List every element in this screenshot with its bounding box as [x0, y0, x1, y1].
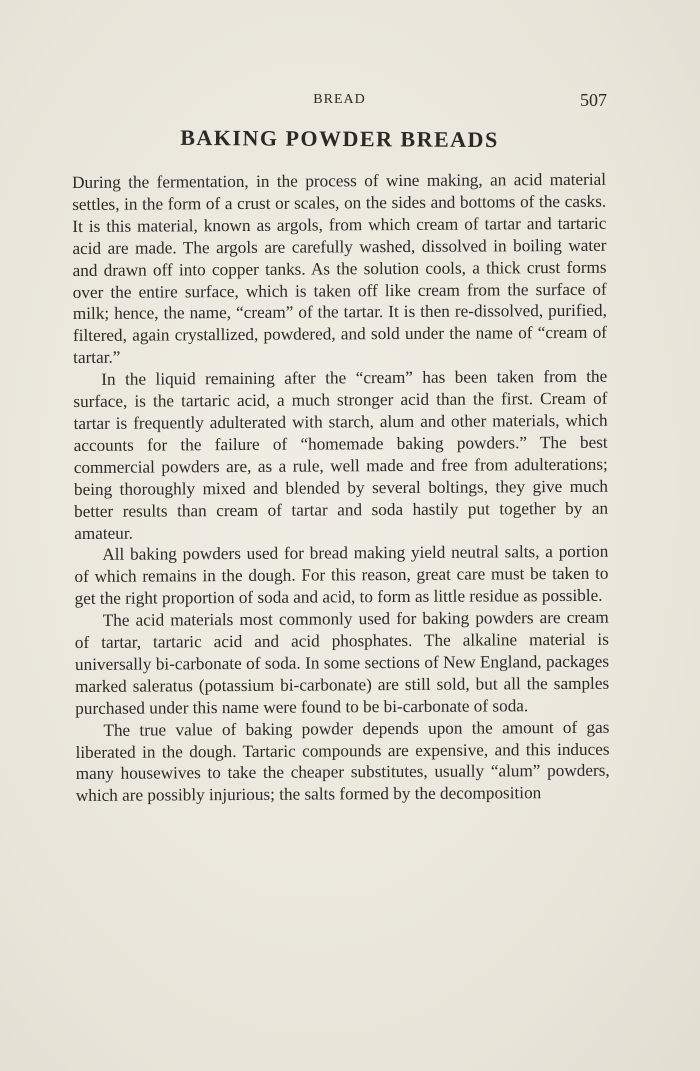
running-title: BREAD — [313, 92, 366, 107]
running-head — [72, 92, 607, 116]
page-number: 507 — [580, 90, 607, 110]
chapter-title: BAKING POWDER BREADS — [180, 124, 499, 153]
paragraph: The acid materials most commonly used for baking powders are cream of tartar, tartaric acid and acid phosphates. The alkaline material is universally bi-carbonate of soda. In some sections of New England, packages marked saleratus (potassium bi-carbonate) are still sold, but all the samples purchased under this name were found to be bi-carbonate of soda. — [74, 607, 610, 718]
paragraph: The true value of baking powder depends upon the amount of gas liberated in the dough. Tartaric compounds are expensive, and this induces many housewives to take the cheaper substitutes, usually “alum” powders, which are possibly injurious; the salts formed by the decomposition — [75, 717, 610, 806]
paragraph: In the liquid remaining after the “cream” has been taken from the surface, is the tartaric acid, a much stronger acid than the first. Cream of tartar is frequently adulterated with starch, alum and other materials, which accounts for the failure of “homemade baking powders.” The best commercial powders are, as a rule, well made and free from adulterations; being thoroughly mixed and blended by several boltings, they give much better results than cream of tartar and soda hastily put together by an amateur. — [73, 366, 609, 543]
paragraph: During the fermentation, in the process of wine making, an acid material settles, in the form of a crust or scales, on the sides and bottoms of the casks. It is this material, known as argols, from which cream of tartar and tartaric acid are made. The argols are carefully washed, dissolved in boiling water and drawn off into copper tanks. As the solution cools, a thick crust forms over the entire surface, which is taken off like cream from the surface of milk; hence, the name, “cream” of the tartar. It is then re-dissolved, purified, filtered, again crystallized, powdered, and sold under the name of “cream of tartar.” — [72, 169, 608, 368]
body-text — [72, 169, 610, 808]
paragraph: All baking powders used for bread making yield neutral salts, a portion of which remains in the dough. For this reason, great care must be taken to get the right proportion of soda and acid, to form as little residue as possible. — [74, 542, 609, 609]
